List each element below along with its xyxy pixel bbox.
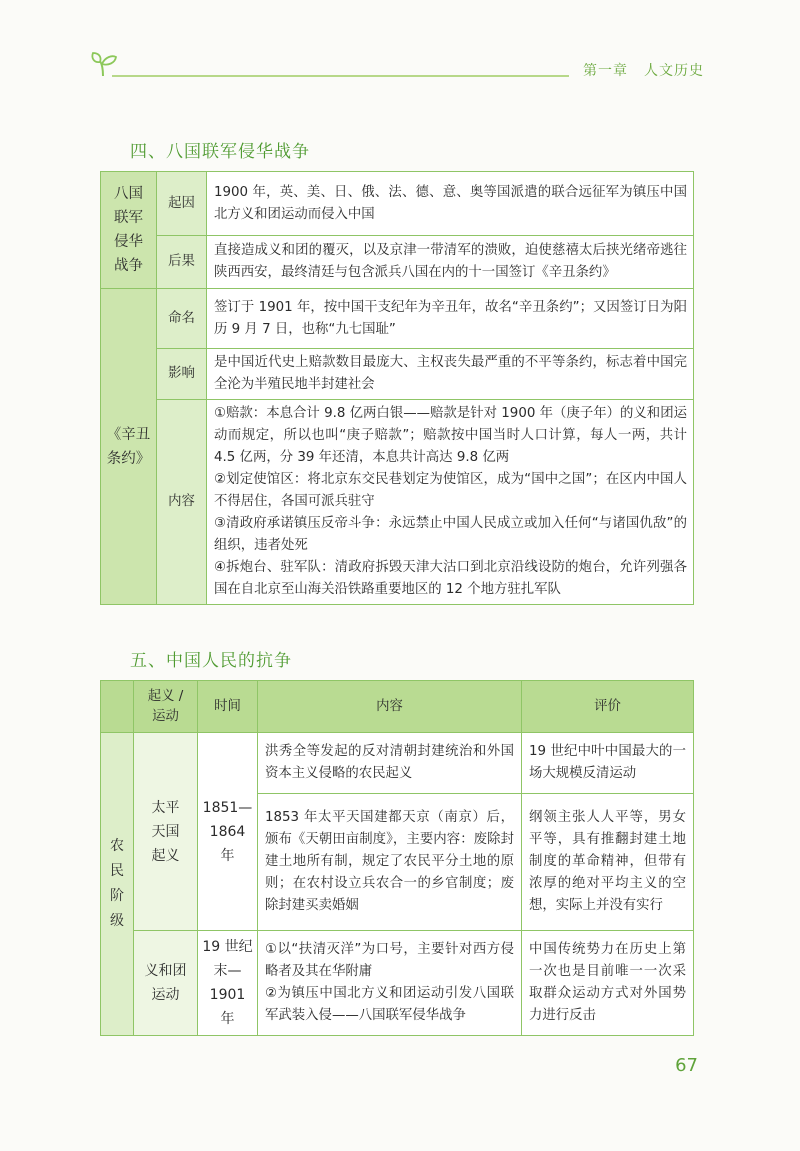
war-label: 八国联军侵华战争 [101, 172, 157, 289]
naming-text: 签订于 1901 年，按中国干支纪年为辛丑年，故名“辛丑条约”；又因签订日为阳历 9 月 7 日，也称“九七国耻” [207, 289, 694, 349]
chapter-number: 第一章 [583, 63, 628, 79]
content-item: ①以“扶清灭洋”为口号，主要针对西方侵略者及其在华附庸 [265, 942, 514, 979]
page-header [90, 50, 710, 90]
content-item: ①赔款：本息合计 9.8 亿两白银——赔款是针对 1900 年（庚子年）的义和团运动而规定，所以也叫“庚子赔款”；赔款按中国当时人口计算，每人一两，共计 4.5 亿两，分 39 年还清，本息共计高达 9.8 亿两 [214, 406, 687, 465]
taiping-content-2: 1853 年太平天国建都天京（南京）后，颁布《天朝田亩制度》，主要内容：废除封建土地所有制，规定了农民平分土地的原则；在农村设立兵农合一的乡官制度；废除封建买卖婚姻 [258, 794, 522, 931]
treaty-content [207, 400, 694, 605]
boxer-eval: 中国传统势力在历史上第一次也是目前唯一一次采取群众运动方式对外国势力进行反击 [522, 931, 694, 1036]
impact-label: 影响 [157, 349, 207, 400]
header-content: 内容 [258, 681, 522, 733]
taiping-name: 太平天国起义 [134, 733, 198, 931]
eight-nation-table [100, 171, 694, 605]
cause-label: 起因 [157, 172, 207, 236]
boxer-time: 19 世纪末—1901 年 [198, 931, 258, 1036]
cause-text: 1900 年，英、美、日、俄、法、德、意、奥等国派遣的联合远征军为镇压中国北方义和团运动而侵入中国 [207, 172, 694, 236]
boxer-content [258, 931, 522, 1036]
taiping-eval-1: 19 世纪中叶中国最大的一场大规模反清运动 [522, 733, 694, 794]
chapter-heading [569, 60, 710, 80]
resistance-table [100, 680, 694, 1036]
chapter-title: 人文历史 [644, 63, 704, 79]
header-evaluation: 评价 [522, 681, 694, 733]
boxer-name: 义和团运动 [134, 931, 198, 1036]
header-movement: 起义 / 运动 [134, 681, 198, 733]
peasant-class-label: 农 民 阶 级 [101, 733, 134, 1036]
section-5-title: 五、中国人民的抗争 [130, 651, 292, 671]
content-label: 内容 [157, 400, 207, 605]
result-label: 后果 [157, 236, 207, 289]
content-item: ③清政府承诺镇压反帝斗争：永远禁止中国人民成立或加入任何“与诸国仇敌”的组织，违者处死 [214, 516, 687, 553]
impact-text: 是中国近代史上赔款数目最庞大、主权丧失最严重的不平等条约，标志着中国完全沦为半殖民地半封建社会 [207, 349, 694, 400]
header-blank [101, 681, 134, 733]
naming-label: 命名 [157, 289, 207, 349]
content-item: ④拆炮台、驻军队：清政府拆毁天津大沽口到北京沿线设防的炮台，允许列强各国在自北京至山海关沿铁路重要地区的 12 个地方驻扎军队 [214, 560, 687, 597]
treaty-label: 《辛丑条约》 [101, 289, 157, 605]
section-4-title: 四、八国联军侵华战争 [130, 142, 310, 162]
taiping-time: 1851—1864 年 [198, 733, 258, 931]
taiping-eval-2: 纲领主张人人平等，男女平等，具有推翻封建土地制度的革命精神，但带有浓厚的绝对平均主义的空想，实际上并没有实行 [522, 794, 694, 931]
page-number: 67 [675, 1055, 698, 1076]
taiping-content-1: 洪秀全等发起的反对清朝封建统治和外国资本主义侵略的农民起义 [258, 733, 522, 794]
content-item: ②划定使馆区：将北京东交民巷划定为使馆区，成为“国中之国”；在区内中国人不得居住，各国可派兵驻守 [214, 472, 687, 509]
result-text: 直接造成义和团的覆灭，以及京津一带清军的溃败，迫使慈禧太后挟光绪帝逃往陕西西安，最终清廷与包含派兵八国在内的十一国签订《辛丑条约》 [207, 236, 694, 289]
content-item: ②为镇压中国北方义和团运动引发八国联军武装入侵——八国联军侵华战争 [265, 986, 514, 1023]
header-time: 时间 [198, 681, 258, 733]
